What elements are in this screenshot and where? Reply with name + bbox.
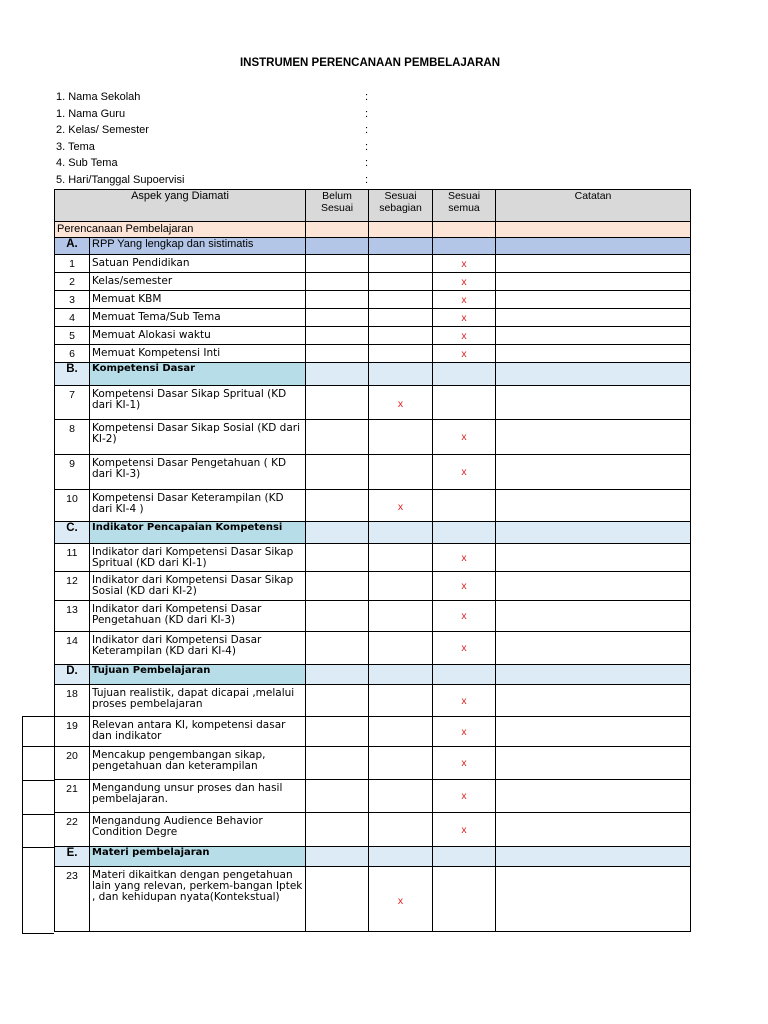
- notes-cell[interactable]: [496, 747, 691, 780]
- item-description: Memuat Kompetensi Inti: [90, 345, 306, 363]
- x-mark: x: [461, 823, 467, 836]
- section-title: RPP Yang lengkap dan sistimatis: [90, 238, 306, 255]
- section-title: Materi pembelajaran: [90, 847, 306, 867]
- item-number: 12: [55, 572, 90, 601]
- header-sesuai-sebagian: Sesuai sebagian: [369, 190, 433, 222]
- margin-rule: [22, 933, 54, 934]
- check-cell-sebagian[interactable]: [369, 345, 433, 363]
- check-cell-belum[interactable]: [306, 345, 369, 363]
- table-row: [55, 327, 691, 345]
- table-row: [55, 255, 691, 273]
- item-description: Kelas/semester: [90, 273, 306, 291]
- check-cell-semua[interactable]: [433, 291, 496, 309]
- check-cell-sebagian[interactable]: [369, 386, 433, 420]
- x-mark: x: [461, 580, 467, 592]
- item-description: Memuat Tema/Sub Tema: [90, 309, 306, 327]
- check-cell-belum[interactable]: [306, 490, 369, 522]
- item-description: Kompetensi Dasar Sikap Sosial (KD dari KI-2): [90, 420, 306, 455]
- check-cell-belum[interactable]: [306, 685, 369, 717]
- notes-cell[interactable]: [496, 345, 691, 363]
- check-cell-sebagian[interactable]: [369, 867, 433, 932]
- info-label: 1. Nama Sekolah: [56, 91, 141, 103]
- check-cell-belum[interactable]: [306, 455, 369, 490]
- x-mark: x: [461, 551, 467, 564]
- info-label: 2. Kelas/ Semester: [56, 124, 149, 137]
- check-cell-belum[interactable]: [306, 867, 369, 932]
- check-cell-belum[interactable]: [306, 601, 369, 632]
- check-cell-belum[interactable]: [306, 386, 369, 420]
- check-cell-sebagian[interactable]: [369, 601, 433, 632]
- check-cell-semua[interactable]: [433, 309, 496, 327]
- item-description: Mengandung unsur proses dan hasil pembelajaran.: [90, 780, 306, 813]
- margin-rule: [22, 746, 54, 747]
- check-cell-semua[interactable]: [433, 632, 496, 665]
- table-row: [55, 345, 691, 363]
- check-cell-sebagian[interactable]: [369, 685, 433, 717]
- item-number: 9: [55, 455, 90, 490]
- check-cell-belum[interactable]: [306, 255, 369, 273]
- header-sesuai-semua: Sesuai semua: [433, 190, 496, 222]
- table-row: [55, 632, 691, 665]
- check-cell-belum[interactable]: [306, 780, 369, 813]
- info-row-nama-guru: [56, 106, 386, 123]
- item-description: Tujuan realistik, dapat dicapai ,melalui proses pembelajaran: [90, 685, 306, 717]
- info-separator: :: [365, 140, 369, 153]
- x-mark: x: [397, 398, 404, 410]
- header-catatan: Catatan: [496, 190, 691, 222]
- check-cell-semua[interactable]: [433, 255, 496, 273]
- section-row: [55, 363, 691, 386]
- x-mark: x: [461, 347, 467, 360]
- section-letter: C.: [55, 522, 90, 544]
- notes-cell[interactable]: [496, 420, 691, 455]
- check-cell-belum[interactable]: [306, 544, 369, 572]
- item-description: Indikator dari Kompetensi Dasar Sikap Sosial (KD dari KI-2): [90, 572, 306, 601]
- item-description: Satuan Pendidikan: [90, 255, 306, 273]
- info-separator: :: [365, 173, 369, 186]
- section-row: [55, 522, 691, 544]
- check-cell-belum[interactable]: [306, 717, 369, 747]
- x-mark: x: [461, 257, 467, 270]
- item-number: 11: [55, 544, 90, 572]
- item-number: 1: [55, 255, 90, 273]
- item-description: Memuat KBM: [90, 291, 306, 309]
- info-label: 4. Sub Tema: [56, 157, 118, 170]
- check-cell-semua[interactable]: [433, 420, 496, 455]
- section-title: Tujuan Pembelajaran: [90, 665, 306, 685]
- check-cell-sebagian[interactable]: [369, 309, 433, 327]
- info-row-sub-tema: [56, 155, 386, 172]
- section-row: [55, 238, 691, 255]
- check-cell-semua[interactable]: [433, 867, 496, 932]
- check-cell-semua[interactable]: [433, 345, 496, 363]
- item-number: 4: [55, 309, 90, 327]
- notes-cell[interactable]: [496, 632, 691, 665]
- section-letter: A.: [55, 238, 90, 255]
- observation-table: [54, 189, 691, 932]
- check-cell-sebagian[interactable]: [369, 544, 433, 572]
- notes-cell[interactable]: [496, 273, 691, 291]
- item-description: Indikator dari Kompetensi Dasar Pengetahuan (KD dari KI-3): [90, 601, 306, 632]
- section-letter: D.: [55, 665, 90, 685]
- notes-cell[interactable]: [496, 327, 691, 345]
- check-cell-sebagian[interactable]: [369, 255, 433, 273]
- check-cell-belum[interactable]: [306, 273, 369, 291]
- info-separator: :: [365, 124, 369, 137]
- check-cell-belum[interactable]: [306, 747, 369, 780]
- table-row: [55, 455, 691, 490]
- section-row: [55, 665, 691, 685]
- table-row: [55, 717, 691, 747]
- check-cell-semua[interactable]: [433, 601, 496, 632]
- info-row-nama-sekolah: [56, 89, 386, 106]
- info-label: 3. Tema: [56, 140, 95, 153]
- table-row: [55, 420, 691, 455]
- item-number: 23: [55, 867, 90, 932]
- table-row: [55, 490, 691, 522]
- check-cell-belum[interactable]: [306, 327, 369, 345]
- notes-cell[interactable]: [496, 386, 691, 420]
- x-mark: x: [461, 790, 467, 802]
- item-number: 22: [55, 813, 90, 847]
- check-cell-sebagian[interactable]: [369, 813, 433, 847]
- table-row: [55, 572, 691, 601]
- check-cell-belum[interactable]: [306, 291, 369, 309]
- x-mark: x: [461, 466, 467, 478]
- notes-cell[interactable]: [496, 867, 691, 932]
- margin-vertical-rule: [22, 716, 23, 933]
- check-cell-belum[interactable]: [306, 420, 369, 455]
- x-mark: x: [461, 725, 467, 738]
- item-number: 20: [55, 747, 90, 780]
- item-description: Memuat Alokasi waktu: [90, 327, 306, 345]
- item-number: 2: [55, 273, 90, 291]
- table-row: [55, 273, 691, 291]
- table-row: [55, 309, 691, 327]
- check-cell-belum[interactable]: [306, 572, 369, 601]
- notes-cell[interactable]: [496, 685, 691, 717]
- section-title: Indikator Pencapaian Kompetensi: [90, 522, 306, 544]
- x-mark: x: [461, 694, 467, 707]
- item-number: 14: [55, 632, 90, 665]
- check-cell-semua[interactable]: [433, 327, 496, 345]
- item-description: Mencakup pengembangan sikap, pengetahuan dan keterampilan: [90, 747, 306, 780]
- item-description: Indikator dari Kompetensi Dasar Keterampilan (KD dari KI-4): [90, 632, 306, 665]
- x-mark: x: [397, 894, 404, 907]
- header-aspek: Aspek yang Diamati: [55, 190, 306, 222]
- notes-cell[interactable]: [496, 544, 691, 572]
- table-row: [55, 386, 691, 420]
- check-cell-semua[interactable]: [433, 747, 496, 780]
- notes-cell[interactable]: [496, 601, 691, 632]
- check-cell-sebagian[interactable]: [369, 420, 433, 455]
- check-cell-semua[interactable]: [433, 386, 496, 420]
- check-cell-belum[interactable]: [306, 813, 369, 847]
- main-section-title: Perencanaan Pembelajaran: [55, 222, 306, 238]
- check-cell-sebagian[interactable]: [369, 747, 433, 780]
- table-row: [55, 747, 691, 780]
- item-description: Kompetensi Dasar Sikap Spritual (KD dari KI-1): [90, 386, 306, 420]
- notes-cell[interactable]: [496, 813, 691, 847]
- check-cell-semua[interactable]: [433, 780, 496, 813]
- item-number: 8: [55, 420, 90, 455]
- item-description: Materi dikaitkan dengan pengetahuan lain yang relevan, perkem-bangan Iptek , dan kehidupan nyata(Kontekstual): [90, 867, 306, 932]
- item-number: 7: [55, 386, 90, 420]
- item-number: 21: [55, 780, 90, 813]
- section-row: [55, 847, 691, 867]
- check-cell-sebagian[interactable]: [369, 273, 433, 291]
- item-number: 10: [55, 490, 90, 522]
- item-number: 18: [55, 685, 90, 717]
- check-cell-sebagian[interactable]: [369, 780, 433, 813]
- margin-rule: [22, 814, 54, 815]
- x-mark: x: [461, 431, 467, 443]
- info-label: 1. Nama Guru: [56, 107, 126, 120]
- notes-cell[interactable]: [496, 780, 691, 813]
- margin-rule: [22, 716, 54, 717]
- check-cell-sebagian[interactable]: [369, 572, 433, 601]
- section-letter: B.: [55, 363, 90, 386]
- notes-cell[interactable]: [496, 291, 691, 309]
- check-cell-sebagian[interactable]: [369, 632, 433, 665]
- check-cell-sebagian[interactable]: [369, 717, 433, 747]
- notes-cell[interactable]: [496, 309, 691, 327]
- document-title: INSTRUMEN PERENCANAAN PEMBELAJARAN: [239, 57, 501, 69]
- table-header-row: [55, 190, 691, 222]
- identity-fields: [56, 89, 386, 189]
- x-mark: x: [461, 311, 467, 324]
- section-letter: E.: [55, 847, 90, 867]
- margin-rule: [22, 780, 54, 781]
- table-row: [55, 685, 691, 717]
- check-cell-sebagian[interactable]: [369, 490, 433, 522]
- check-cell-sebagian[interactable]: [369, 291, 433, 309]
- info-row-kelas-semester: [56, 122, 386, 139]
- header-belum-sesuai: Belum Sesuai: [306, 190, 369, 222]
- x-mark: x: [461, 642, 467, 654]
- item-number: 19: [55, 717, 90, 747]
- margin-rule: [22, 847, 54, 848]
- notes-cell[interactable]: [496, 572, 691, 601]
- table-row: [55, 601, 691, 632]
- check-cell-semua[interactable]: [433, 273, 496, 291]
- info-separator: :: [365, 157, 369, 170]
- item-description: Indikator dari Kompetensi Dasar Sikap Spritual (KD dari KI-1): [90, 544, 306, 572]
- item-description: Kompetensi Dasar Pengetahuan ( KD dari KI-3): [90, 455, 306, 490]
- table-row: [55, 780, 691, 813]
- table-row: [55, 544, 691, 572]
- table-row: [55, 813, 691, 847]
- item-description: Mengandung Audience Behavior Condition Degre: [90, 813, 306, 847]
- item-number: 3: [55, 291, 90, 309]
- check-cell-semua[interactable]: [433, 717, 496, 747]
- check-cell-semua[interactable]: [433, 685, 496, 717]
- x-mark: x: [461, 329, 467, 342]
- check-cell-sebagian[interactable]: [369, 455, 433, 490]
- x-mark: x: [461, 293, 467, 306]
- notes-cell[interactable]: [496, 455, 691, 490]
- check-cell-belum[interactable]: [306, 309, 369, 327]
- check-cell-sebagian[interactable]: [369, 327, 433, 345]
- x-mark: x: [397, 501, 404, 513]
- check-cell-semua[interactable]: [433, 455, 496, 490]
- item-number: 6: [55, 345, 90, 363]
- item-description: Relevan antara KI, kompetensi dasar dan indikator: [90, 717, 306, 747]
- check-cell-semua[interactable]: [433, 572, 496, 601]
- notes-cell[interactable]: [496, 490, 691, 522]
- section-title: Kompetensi Dasar: [90, 363, 306, 386]
- x-mark: x: [461, 610, 467, 622]
- item-description: Kompetensi Dasar Keterampilan (KD dari KI-4 ): [90, 490, 306, 522]
- item-number: 13: [55, 601, 90, 632]
- check-cell-semua[interactable]: [433, 813, 496, 847]
- check-cell-semua[interactable]: [433, 490, 496, 522]
- notes-cell[interactable]: [496, 717, 691, 747]
- table-row: [55, 867, 691, 932]
- notes-cell[interactable]: [496, 255, 691, 273]
- main-section-row: [55, 222, 691, 238]
- table-row: [55, 291, 691, 309]
- info-row-tema: [56, 139, 386, 156]
- check-cell-belum[interactable]: [306, 632, 369, 665]
- check-cell-semua[interactable]: [433, 544, 496, 572]
- info-separator: :: [365, 107, 369, 120]
- info-label: 5. Hari/Tanggal Supoervisi: [56, 173, 185, 186]
- x-mark: x: [461, 275, 467, 288]
- item-number: 5: [55, 327, 90, 345]
- x-mark: x: [461, 757, 467, 769]
- info-row-hari-tanggal: [56, 172, 386, 189]
- info-separator: :: [365, 91, 369, 103]
